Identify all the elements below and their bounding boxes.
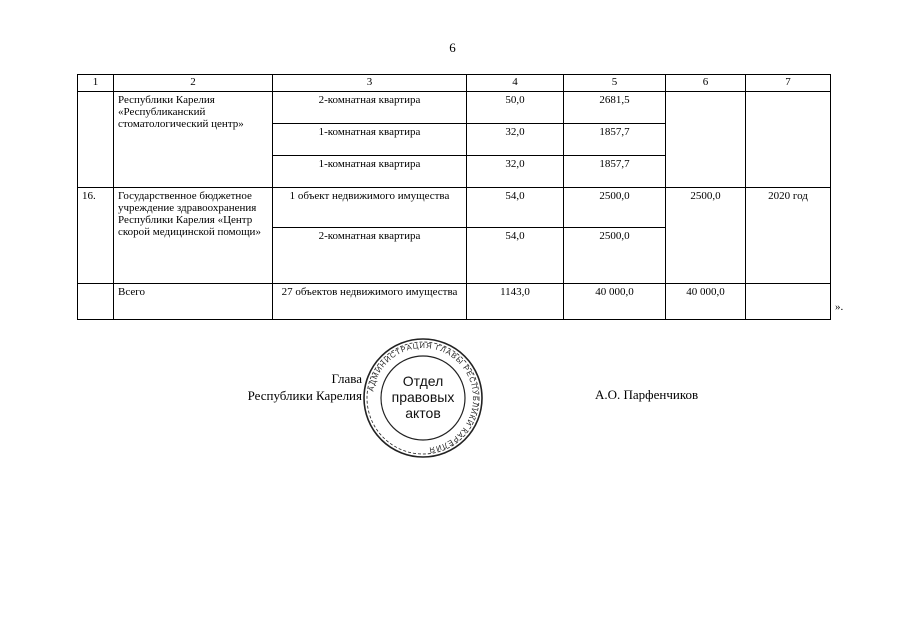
- cost-cell: 1857,7: [564, 156, 666, 188]
- object-type-cell: 2-комнатная квартира: [273, 92, 467, 124]
- signature-title-line2: Республики Карелия: [247, 388, 362, 403]
- object-type-cell: 2-комнатная квартира: [273, 228, 467, 284]
- header-cell: 2: [114, 75, 273, 92]
- closing-quote: ».: [835, 301, 844, 313]
- total-col6-cell: 40 000,0: [666, 284, 746, 320]
- page-number: 6: [449, 40, 456, 55]
- total-cost-cell: [666, 92, 746, 188]
- year-cell: 2020 год: [746, 188, 831, 284]
- total-label-cell: Всего: [114, 284, 273, 320]
- header-cell: 5: [564, 75, 666, 92]
- total-cost-cell: 40 000,0: [564, 284, 666, 320]
- organization-cell: Республики Карелия «Республиканский стоматологический центр»: [114, 92, 273, 188]
- area-cell: 32,0: [467, 124, 564, 156]
- row-number-cell: [78, 284, 114, 320]
- total-cost-cell: 2500,0: [666, 188, 746, 284]
- header-cell: 4: [467, 75, 564, 92]
- total-row: [78, 284, 831, 320]
- cost-cell: 1857,7: [564, 124, 666, 156]
- table-row: [78, 92, 831, 124]
- header-cell: 7: [746, 75, 831, 92]
- area-cell: 54,0: [467, 228, 564, 284]
- stamp-center-line1: Отдел: [402, 373, 444, 389]
- area-cell: 50,0: [467, 92, 564, 124]
- area-cell: 32,0: [467, 156, 564, 188]
- table-header-row: [78, 75, 831, 92]
- area-cell: 54,0: [467, 188, 564, 228]
- signature-title: [200, 370, 362, 404]
- row-number-cell: [78, 92, 114, 188]
- property-table: [77, 74, 831, 320]
- signature-name: А.О. Парфенчиков: [595, 387, 699, 402]
- cost-cell: 2681,5: [564, 92, 666, 124]
- official-stamp: [357, 336, 489, 461]
- header-cell: 3: [273, 75, 467, 92]
- year-cell: [746, 92, 831, 188]
- row-number-cell: 16.: [78, 188, 114, 284]
- total-col7-cell: [746, 284, 831, 320]
- object-type-cell: 1-комнатная квартира: [273, 156, 467, 188]
- total-objects-cell: 27 объектов недвижимого имущества: [273, 284, 467, 320]
- cost-cell: 2500,0: [564, 228, 666, 284]
- cost-cell: 2500,0: [564, 188, 666, 228]
- signature-title-line1: Глава: [331, 371, 362, 386]
- header-cell: 1: [78, 75, 114, 92]
- stamp-center-line2: правовых: [391, 389, 455, 405]
- object-type-cell: 1 объект недвижимого имущества: [273, 188, 467, 228]
- stamp-ring-text: АДМИНИСТРАЦИЯ ГЛАВЫ РЕСПУБЛИКИ КАРЕЛИЯ: [366, 340, 481, 455]
- header-cell: 6: [666, 75, 746, 92]
- organization-cell: Государственное бюджетное учреждение здравоохранения Республики Карелия «Центр скорой медицинской помощи»: [114, 188, 273, 284]
- table-row: [78, 188, 831, 228]
- object-type-cell: 1-комнатная квартира: [273, 124, 467, 156]
- stamp-center-line3: актов: [405, 405, 441, 421]
- total-area-cell: 1143,0: [467, 284, 564, 320]
